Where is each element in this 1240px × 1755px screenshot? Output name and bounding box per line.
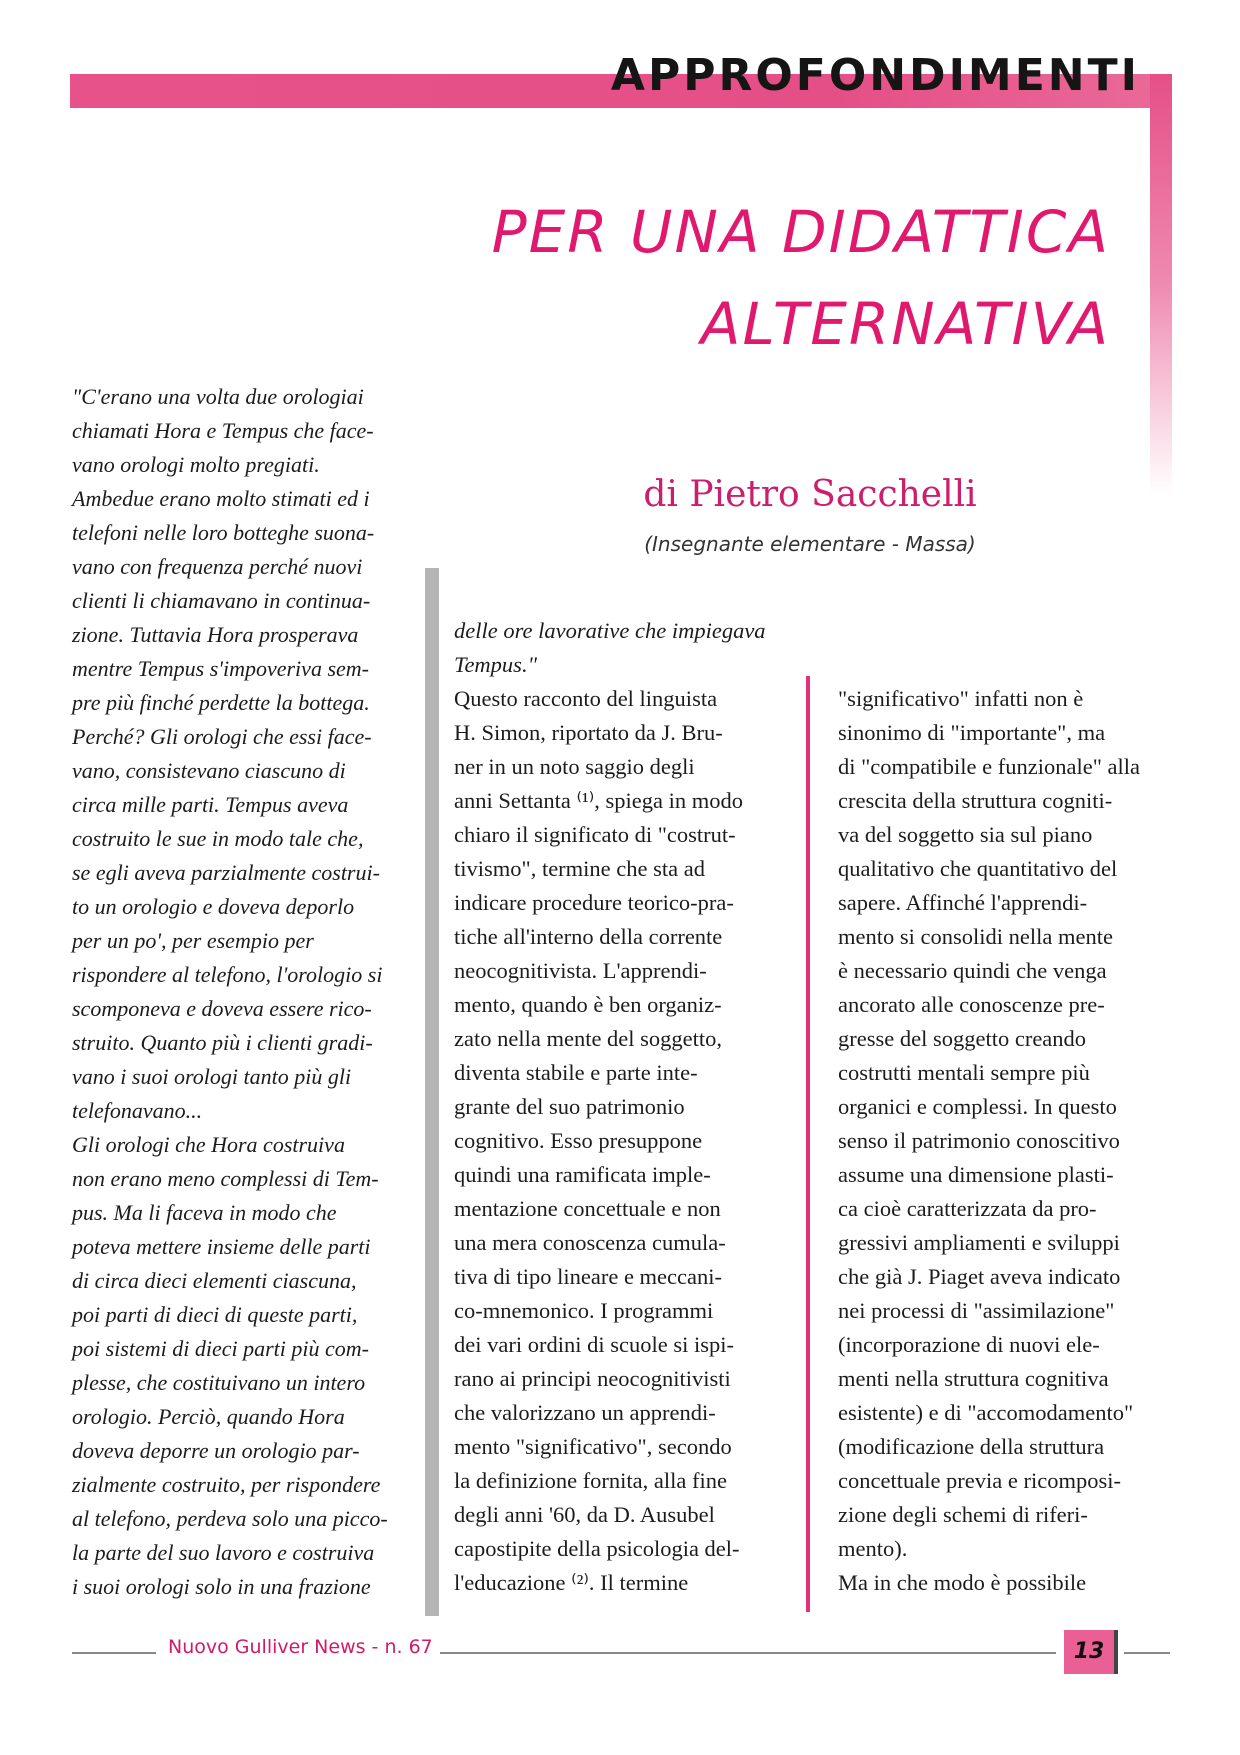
text-line: (modificazione della struttura (838, 1434, 1105, 1459)
text-line: zione degli schemi di riferi- (838, 1502, 1088, 1527)
text-line: dei vari ordini di scuole si ispi- (454, 1332, 734, 1357)
text-line: la parte del suo lavoro e costruiva (72, 1540, 375, 1565)
text-line: ner in un noto saggio degli (454, 754, 695, 779)
article-title (492, 186, 1110, 370)
text-line: costrutti mentali sempre più (838, 1060, 1090, 1085)
text-line: Tempus." (454, 652, 538, 677)
text-line: degli anni '60, da D. Ausubel (454, 1502, 715, 1527)
text-line: Perché? Gli orologi che essi face- (72, 724, 372, 749)
text-line: organici e complessi. In questo (838, 1094, 1117, 1119)
text-line: qualitativo che quantitativo del (838, 856, 1118, 881)
text-line: rano ai principi neocognitivisti (454, 1366, 731, 1391)
page-number-edge (1114, 1630, 1118, 1674)
author-affiliation: (Insegnante elementare - Massa) (644, 532, 976, 556)
text-line: clienti li chiamavano in continua- (72, 588, 371, 613)
text-line: assume una dimensione plasti- (838, 1162, 1114, 1187)
text-line: vano orologi molto pregiati. (72, 452, 320, 477)
text-line: circa mille parti. Tempus aveva (72, 792, 349, 817)
middle-column (454, 614, 794, 1600)
text-line: diventa stabile e parte inte- (454, 1060, 698, 1085)
text-line: rispondere al telefono, l'orologio si (72, 962, 383, 987)
title-line-2: ALTERNATIVA (700, 290, 1110, 358)
text-line: telefonavano... (72, 1098, 203, 1123)
text-line: crescita della struttura cogniti- (838, 788, 1113, 813)
text-line: vano con frequenza perché nuovi (72, 554, 363, 579)
footer-publication: Nuovo Gulliver News - n. 67 (168, 1636, 433, 1658)
text-line: va del soggetto sia sul piano (838, 822, 1093, 847)
text-line: grante del suo patrimonio (454, 1094, 685, 1119)
text-line: tivismo", termine che sta ad (454, 856, 705, 881)
text-line: esistente) e di "accomodamento" (838, 1400, 1134, 1425)
text-line: sapere. Affinché l'apprendi- (838, 890, 1088, 915)
text-line: Gli orologi che Hora costruiva (72, 1132, 345, 1157)
text-line: plesse, che costituivano un intero (72, 1370, 366, 1395)
text-line: nei processi di "assimilazione" (838, 1298, 1115, 1323)
text-line: gressivi ampliamenti e sviluppi (838, 1230, 1120, 1255)
text-line: anni Settanta ⁽¹⁾, spiega in modo (454, 788, 743, 813)
column-divider-pink (806, 676, 810, 1612)
text-line: chiamati Hora e Tempus che face- (72, 418, 374, 443)
text-line: mento si consolidi nella mente (838, 924, 1113, 949)
text-line: non erano meno complessi di Tem- (72, 1166, 379, 1191)
text-line: zato nella mente del soggetto, (454, 1026, 723, 1051)
text-line: indicare procedure teorico-pra- (454, 890, 734, 915)
text-line: doveva deporre un orologio par- (72, 1438, 360, 1463)
text-line: al telefono, perdeva solo una picco- (72, 1506, 388, 1531)
text-line: tiva di tipo lineare e meccani- (454, 1264, 723, 1289)
quote-column (72, 380, 402, 1604)
text-line: "significativo" infatti non è (838, 686, 1084, 711)
text-line: senso il patrimonio conoscitivo (838, 1128, 1120, 1153)
text-line: "C'erano una volta due orologiai (72, 384, 364, 409)
text-line: (incorporazione di nuovi ele- (838, 1332, 1100, 1357)
text-line: zialmente costruito, per rispondere (72, 1472, 381, 1497)
author-name: di Pietro Sacchelli (643, 474, 977, 515)
text-line: concettuale previa e ricomposi- (838, 1468, 1121, 1493)
text-line: quindi una ramificata imple- (454, 1162, 711, 1187)
text-line: vano i suoi orologi tanto più gli (72, 1064, 352, 1089)
right-column (838, 682, 1178, 1600)
text-line: costruito le sue in modo tale che, (72, 826, 364, 851)
text-line: la definizione fornita, alla fine (454, 1468, 727, 1493)
text-line: Ma in che modo è possibile (838, 1570, 1087, 1595)
text-line: vano, consistevano ciascuno di (72, 758, 346, 783)
text-line: tiche all'interno della corrente (454, 924, 723, 949)
text-line: pus. Ma li faceva in modo che (72, 1200, 337, 1225)
text-line: di circa dieci elementi ciascuna, (72, 1268, 357, 1293)
text-line: l'educazione ⁽²⁾. Il termine (454, 1570, 689, 1595)
text-line: orologio. Perciò, quando Hora (72, 1404, 345, 1429)
text-line: zione. Tuttavia Hora prosperava (72, 622, 359, 647)
text-line: una mera conoscenza cumula- (454, 1230, 726, 1255)
text-line: poi sistemi di dieci parti più com- (72, 1336, 369, 1361)
text-line: Ambedue erano molto stimati ed i (72, 486, 370, 511)
text-line: H. Simon, riportato da J. Bru- (454, 720, 723, 745)
text-line: che già J. Piaget aveva indicato (838, 1264, 1121, 1289)
text-line: se egli aveva parzialmente costrui- (72, 860, 380, 885)
text-line: gresse del soggetto creando (838, 1026, 1087, 1051)
text-line: scomponeva e doveva essere rico- (72, 996, 372, 1021)
text-line: poteva mettere insieme delle parti (72, 1234, 371, 1259)
footer-rule-right (1124, 1652, 1170, 1654)
text-line: Questo racconto del linguista (454, 686, 718, 711)
text-line: capostipite della psicologia del- (454, 1536, 740, 1561)
text-line: mento "significativo", secondo (454, 1434, 732, 1459)
text-line: sinonimo di "importante", ma (838, 720, 1106, 745)
text-line: menti nella struttura cognitiva (838, 1366, 1109, 1391)
page-number: 13 (1064, 1630, 1114, 1674)
text-line: delle ore lavorative che impiegava (454, 618, 766, 643)
text-line: chiaro il significato di "costrut- (454, 822, 736, 847)
text-line: poi parti di dieci di queste parti, (72, 1302, 358, 1327)
text-line: co-mnemonico. I programmi (454, 1298, 714, 1323)
text-line: pre più finché perdette la bottega. (72, 690, 370, 715)
text-line: di "compatibile e funzionale" alla (838, 754, 1141, 779)
section-label: APPROFONDIMENTI (610, 50, 1140, 101)
right-accent-band (1150, 74, 1172, 494)
text-line: neocognitivista. L'apprendi- (454, 958, 707, 983)
text-line: ancorato alle conoscenze pre- (838, 992, 1105, 1017)
text-line: è necessario quindi che venga (838, 958, 1107, 983)
text-line: mento, quando è ben organiz- (454, 992, 722, 1017)
text-line: mentre Tempus s'impoveriva sem- (72, 656, 369, 681)
title-line-1: PER UNA DIDATTICA (491, 198, 1110, 266)
text-line: mento). (838, 1536, 908, 1561)
text-line: cognitivo. Esso presuppone (454, 1128, 703, 1153)
text-line: struito. Quanto più i clienti gradi- (72, 1030, 373, 1055)
text-line: i suoi orologi solo in una frazione (72, 1574, 371, 1599)
text-line: to un orologio e doveva deporlo (72, 894, 355, 919)
text-line: mentazione concettuale e non (454, 1196, 721, 1221)
text-line: telefoni nelle loro botteghe suona- (72, 520, 375, 545)
text-line: che valorizzano un apprendi- (454, 1400, 716, 1425)
text-line: ca cioè caratterizzata da pro- (838, 1196, 1097, 1221)
footer-rule-left (72, 1652, 156, 1654)
text-line: per un po', per esempio per (72, 928, 314, 953)
column-divider-grey (425, 568, 439, 1616)
footer-rule-center (440, 1652, 1056, 1654)
